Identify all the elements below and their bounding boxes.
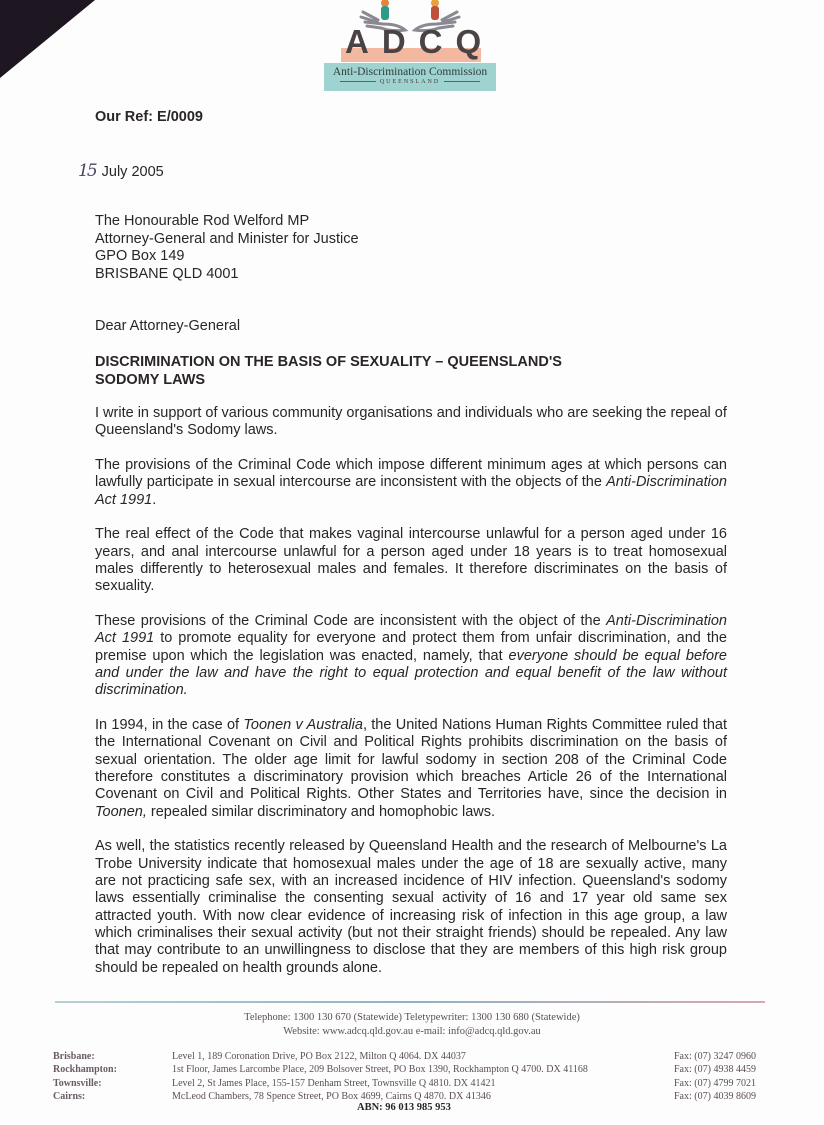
- office-rockhampton: [53, 1063, 773, 1076]
- reference-number: Our Ref: E/0009: [95, 109, 203, 125]
- recipient-city: BRISBANE QLD 4001: [95, 265, 239, 282]
- office-city: Brisbane:: [53, 1051, 95, 1062]
- recipient-address: [95, 213, 359, 283]
- adcq-logo: [323, 0, 497, 92]
- paragraph-1: I write in support of various community organisations and individuals who are seeking the repeal of Queensland's Sodomy laws.: [95, 405, 727, 439]
- act-title: Anti-Discrimination Act 1991: [95, 613, 727, 647]
- salutation: Dear Attorney-General: [95, 318, 241, 334]
- office-address: 1st Floor, James Larcombe Place, 209 Bolsover Street, PO Box 1390, Rockhampton Q 4700. DX 41168: [172, 1064, 588, 1076]
- case-name-short: Toonen,: [95, 803, 147, 820]
- paragraph-2: [95, 457, 727, 509]
- office-fax: Fax: (07) 4938 4459: [674, 1064, 756, 1076]
- footer-phone: Telephone: 1300 130 670 (Statewide) Teletypewriter: 1300 130 680 (Statewide): [244, 1012, 580, 1023]
- footer-divider: [55, 1001, 765, 1003]
- logo-name-band: [324, 63, 496, 91]
- office-townsville: [53, 1077, 773, 1090]
- office-fax: Fax: (07) 4039 8609: [674, 1090, 756, 1102]
- office-fax: Fax: (07) 4799 7021: [674, 1077, 756, 1089]
- paragraph-2-end: .: [152, 491, 157, 508]
- paragraph-4-text: These provisions of the Criminal Code are inconsistent with the object of the: [95, 613, 607, 630]
- letter-body: [95, 405, 727, 994]
- letter-date: [78, 161, 164, 181]
- footer-offices: [53, 1050, 773, 1103]
- paragraph-5-end: repealed similar discriminatory and homophobic laws.: [146, 803, 496, 820]
- office-brisbane: [53, 1050, 773, 1063]
- paragraph-4-text-2: to promote equality for everyone and protect them from unfair discrimination, and the premise upon which the legislation was enacted, namely, that: [95, 630, 727, 664]
- scan-corner-shadow: [0, 0, 95, 78]
- subject-heading: [95, 354, 655, 389]
- state-label: QUEENSLAND: [379, 79, 441, 85]
- office-city: Townsville:: [53, 1077, 102, 1089]
- subject-line-1: DISCRIMINATION ON THE BASIS OF SEXUALITY – QUEENSLAND'S: [95, 354, 562, 370]
- act-title: Anti-Discrimination Act 1991: [95, 474, 727, 508]
- subject-line-2: SODOMY LAWS: [95, 371, 206, 388]
- recipient-name: The Honourable Rod Welford MP: [95, 213, 310, 229]
- date-month-year: July 2005: [101, 164, 164, 180]
- organisation-state: [324, 79, 496, 85]
- recipient-po-box: GPO Box 149: [95, 248, 185, 264]
- logo-letters: ADCQ: [345, 23, 495, 60]
- office-address: McLeod Chambers, 78 Spence Street, PO Box 4699, Cairns Q 4870. DX 41346: [172, 1090, 491, 1102]
- footer-web-email: Website: www.adcq.qld.gov.au e-mail: info@adcq.qld.gov.au: [283, 1026, 541, 1037]
- office-city: Rockhampton:: [53, 1064, 117, 1076]
- act-premise-quote: everyone should be equal before and under the law and have the right to equal protection and equal benefit of the law without discrimination.: [95, 647, 728, 699]
- paragraph-5: [95, 717, 727, 821]
- organisation-name: Anti-Discrimination Commission: [332, 66, 488, 78]
- abn-number: ABN: 96 013 985 953: [357, 1102, 451, 1113]
- paragraph-5-text-2: , the United Nations Human Rights Committee ruled that the International Covenant on Civil and Political Rights prohibits discrimination on the basis of sexual orientation. The older age limit for lawful sodomy in section 208 of the Criminal Code therefore constitutes a discriminatory provision which breaches Article 26 of the International Covenant on Civil and Political Rights. Other States and Territories have, since the decision in: [95, 717, 727, 803]
- paragraph-6: As well, the statistics recently released by Queensland Health and the research of Melbourne's La Trobe University indicate that homosexual males under the age of 18 are sexually active, many are not practicing safe sex, with an increased incidence of HIV infection. Queensland's sodomy laws essentially criminalise the consenting sexual activity of 16 and 17 year old same sex attracted youth. With now clear evidence of increasing risk of infection in this age group, a law which criminalises their sexual activity (but not their straight friends) should be repealed. Any law that may contribute to an unwillingness to disclose that they are members of this high risk group should be repealed on health grounds alone.: [95, 838, 727, 976]
- office-address: Level 2, St James Place, 155-157 Denham Street, Townsville Q 4810. DX 41421: [172, 1077, 496, 1089]
- paragraph-5-text: In 1994, in the case of: [95, 717, 244, 734]
- office-fax: Fax: (07) 3247 0960: [674, 1051, 756, 1062]
- office-city: Cairns:: [53, 1090, 86, 1102]
- case-name: Toonen v Australia: [243, 717, 363, 734]
- paragraph-2-text: The provisions of the Criminal Code which impose different minimum ages at which persons can lawfully participate in sexual intercourse are inconsistent with the objects of the: [95, 457, 727, 491]
- office-address: Level 1, 189 Coronation Drive, PO Box 2122, Milton Q 4064. DX 44037: [172, 1051, 466, 1062]
- paragraph-3: The real effect of the Code that makes vaginal intercourse unlawful for a person aged under 16 years, and anal intercourse unlawful for a person aged under 18 years is to treat homosexual males differently to heterosexual males and females. It therefore discriminates on the basis of sexuality.: [95, 526, 727, 595]
- footer-contact: [0, 1011, 824, 1039]
- paragraph-4: [95, 613, 727, 699]
- handwritten-day: 15: [78, 161, 96, 181]
- recipient-title: Attorney-General and Minister for Justice: [95, 230, 359, 247]
